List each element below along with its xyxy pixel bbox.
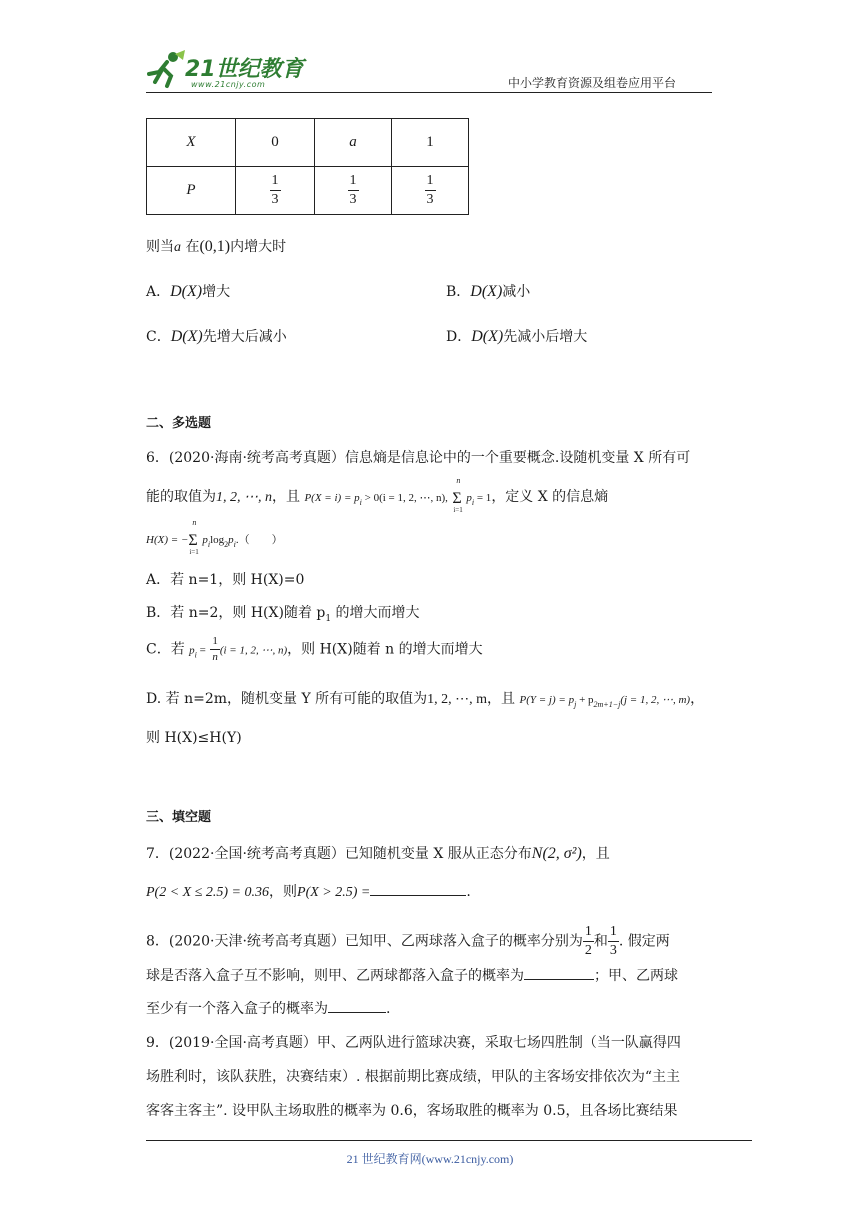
section-heading-fill-blank: 三、填空题 (146, 810, 212, 825)
q6-option-b[interactable]: B．若 n=2，则 H(X)随着 $p_1$ 的增大而增大 (146, 605, 420, 624)
q8-answer-blank-1[interactable] (524, 967, 594, 980)
q5-option-a[interactable]: A．D(X)增大 (146, 283, 231, 300)
q6-option-d-line2: 则 H(X)≤H(Y) (146, 730, 242, 746)
header-divider (146, 92, 712, 93)
q7-answer-blank[interactable] (370, 883, 466, 896)
q5-stem: 则当a 在(0,1)内增大时 (146, 238, 287, 255)
distribution-table (146, 118, 469, 215)
q8-line2: 球是否落入盒子互不影响，则甲、乙两球都落入盒子的概率为 ；甲、乙两球 (146, 968, 678, 984)
table-cell: P (147, 167, 236, 215)
q6-option-c[interactable]: C．若 $p_i$ = $\frac{1}{n}$ (i = 1, 2, ⋯, n)，则 H(X)随着 n 的增大而增大 (146, 635, 483, 663)
q6-option-a[interactable]: A．若 n=1，则 H(X)=0 (146, 572, 305, 588)
table-cell: a (315, 119, 392, 167)
fraction: $\frac{1}{3}$ (609, 924, 617, 958)
footer-divider (146, 1140, 752, 1141)
table-cell (315, 167, 392, 215)
site-logo (145, 48, 305, 92)
q9-line3: 客客主客主”. 设甲队主场取胜的概率为 0.6，客场取胜的概率为 0.5，且各场比赛结果 (146, 1103, 678, 1119)
logo-url: www.21cnjy.com (191, 80, 266, 89)
q8-answer-blank-2[interactable] (328, 1000, 386, 1013)
logo-text: 21世纪教育 (185, 57, 304, 82)
footer-link[interactable]: 21 世纪教育网(www.21cnjy.com) (346, 1152, 514, 1166)
fraction: $\frac{1}{2}$ (584, 924, 592, 958)
q8-line3: 至少有一个落入盒子的概率为 . (146, 1001, 391, 1017)
q6-line1: 6．(2020·海南·统考高考真题）信息熵是信息论中的一个重要概念.设随机变量 X 所有可 (146, 450, 691, 466)
header-platform-text: 中小学教育资源及组卷应用平台 (508, 76, 677, 90)
table-cell: 0 (236, 119, 315, 167)
table-cell (236, 167, 315, 215)
q5-option-d[interactable]: D．D(X)先减小后增大 (446, 328, 588, 345)
table-row (147, 167, 469, 215)
q5-option-c[interactable]: C．D(X)先增大后减小 (146, 328, 287, 345)
q6-option-d[interactable]: D. 若 n=2m，随机变量 Y 所有可能的取值为1, 2, ⋯, m，且 $P(Y = j) = p_j + p_{2m+1-j}(j = 1$, 2, ⋯, m)， (146, 691, 705, 709)
q7-line2: P(2 < X ≤ 2.5) = 0.36，则P(X > 2.5) = . (146, 884, 471, 900)
runner-logo-icon (145, 50, 187, 90)
fraction: $\frac{1}{3}$ (271, 173, 279, 207)
table-cell: X (147, 119, 236, 167)
fraction: $\frac{1}{3}$ (349, 173, 357, 207)
q9-line1: 9．(2019·全国·高考真题）甲、乙两队进行篮球决赛，采取七场四胜制（当一队赢得四 (146, 1035, 681, 1051)
q8-line1: 8．(2020·天津·统考高考真题）已知甲、乙两球落入盒子的概率分别为 $\frac{1}{2}$ 和 $\frac{1}{3}$ . 假定两 (146, 924, 670, 958)
q7-line1: 7．(2022·全国·统考高考真题）已知随机变量 X 服从正态分布N(2, σ²)，且 (146, 845, 610, 862)
fraction: $\frac{1}{3}$ (426, 173, 434, 207)
q9-line2: 场胜利时，该队获胜，决赛结束）. 根据前期比赛成绩，甲队的主客场安排依次为“主主 (146, 1069, 681, 1085)
q6-entropy-definition: H(X) = − n Σ i=1 $p_i\log_2p_i$.（ ） (146, 518, 283, 556)
section-heading-multiple-choice: 二、多选题 (146, 416, 212, 431)
fraction: $\frac{1}{n}$ (212, 635, 218, 663)
q6-line2: 能的取值为1, 2, ⋯, n，且 $P(X = i) = p_i > 0(i = 1$, 2, ⋯, n), n Σ i=1 $p_i = 1$，定义 X 的信息熵 (146, 476, 609, 514)
table-cell (392, 167, 469, 215)
q5-option-b[interactable]: B．D(X)减小 (446, 283, 531, 300)
table-row (147, 119, 469, 167)
table-cell: 1 (392, 119, 469, 167)
